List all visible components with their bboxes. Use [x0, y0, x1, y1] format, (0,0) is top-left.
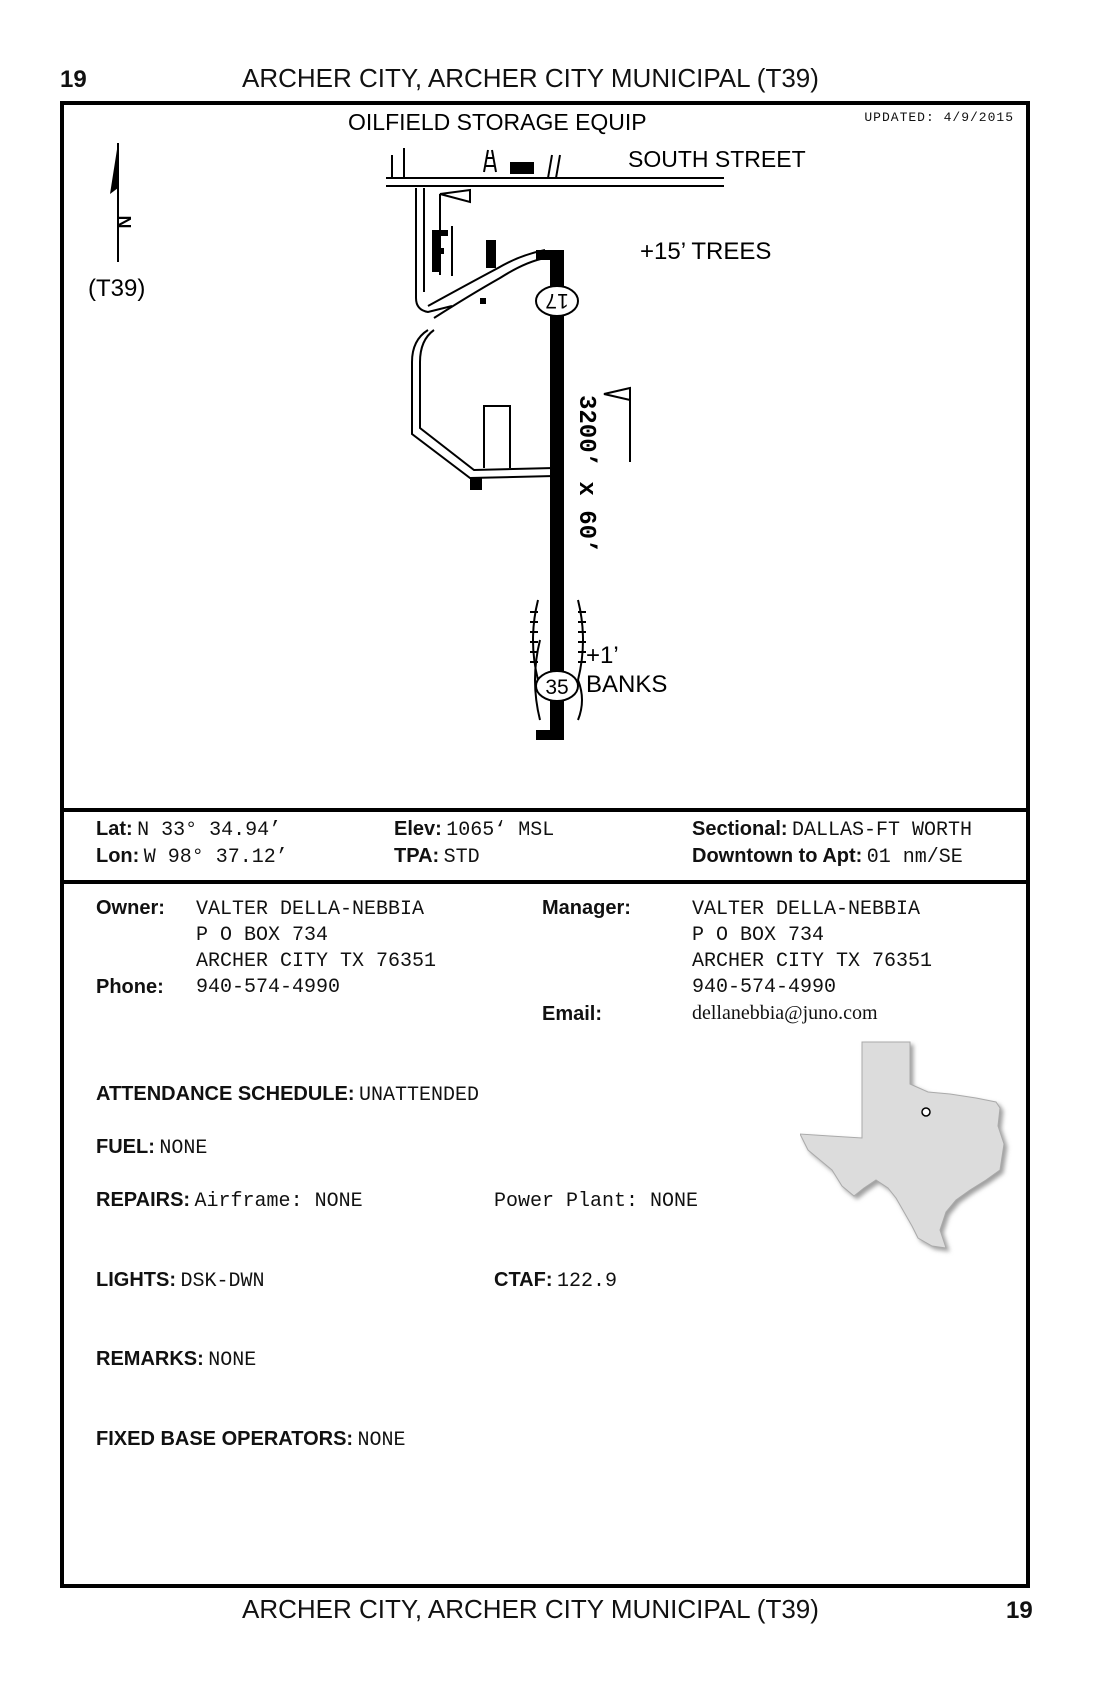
phone-label: Phone: — [96, 976, 164, 998]
sectional-value: DALLAS-FT WORTH — [792, 819, 973, 842]
lights-value: DSK-DWN — [180, 1270, 265, 1293]
lights-label: LIGHTS: — [96, 1269, 176, 1291]
banks-label: BANKS — [586, 671, 668, 698]
windsock-icon-mid — [604, 388, 630, 462]
manager-name: VALTER DELLA-NEBBIA — [692, 898, 921, 921]
fuel-value: NONE — [159, 1137, 208, 1160]
airport-diagram — [64, 105, 1026, 810]
airframe-value: Airframe: NONE — [194, 1190, 363, 1213]
attendance-row — [96, 1083, 479, 1107]
runway-17-35 — [550, 250, 564, 740]
remarks-value: NONE — [208, 1349, 257, 1372]
svg-text:35: 35 — [545, 676, 569, 699]
tpa-label: TPA: — [394, 845, 440, 867]
powerplant-value: Power Plant: NONE — [494, 1190, 699, 1213]
airport-location-marker — [922, 1108, 930, 1116]
email-label: Email: — [542, 1003, 603, 1025]
texas-map-icon — [800, 1040, 1030, 1260]
lon-value: W 98° 37.12’ — [143, 846, 288, 869]
updated-date: UPDATED: 4/9/2015 — [864, 110, 1014, 125]
ctaf-value: 122.9 — [556, 1270, 617, 1293]
ctaf-row — [494, 1269, 617, 1293]
fbo-label: FIXED BASE OPERATORS: — [96, 1428, 354, 1450]
fuel-row — [96, 1136, 207, 1160]
owner-label: Owner: — [96, 897, 165, 919]
manager-phone: 940-574-4990 — [692, 976, 837, 999]
elev-label: Elev: — [394, 818, 442, 840]
lat-value: N 33° 34.94’ — [137, 819, 282, 842]
oilfield-derrick-icon — [484, 150, 496, 172]
downtown-label: Downtown to Apt: — [692, 845, 863, 867]
owner-phone: 940-574-4990 — [196, 976, 341, 999]
manager-address1: P O BOX 734 — [692, 924, 825, 947]
tpa-row — [394, 845, 480, 869]
south-street-label: SOUTH STREET — [628, 146, 806, 172]
owner-address1: P O BOX 734 — [196, 924, 329, 947]
lat-label: Lat: — [96, 818, 133, 840]
sectional-row — [692, 818, 972, 842]
ctaf-label: CTAF: — [494, 1269, 553, 1291]
north-arrow-icon — [110, 143, 118, 262]
repairs-row — [96, 1189, 363, 1213]
fuel-label: FUEL: — [96, 1136, 155, 1158]
manager-email-link[interactable]: dellanebbia@juno.com — [692, 1002, 878, 1024]
remarks-row — [96, 1348, 256, 1372]
lights-row — [96, 1269, 264, 1293]
airport-id-label: (T39) — [88, 275, 146, 302]
downtown-value: 01 nm/SE — [866, 846, 963, 869]
remarks-label: REMARKS: — [96, 1348, 204, 1370]
lon-row — [96, 845, 288, 869]
page-title-top: ARCHER CITY, ARCHER CITY MUNICIPAL (T39) — [242, 63, 819, 93]
fbo-row — [96, 1428, 406, 1452]
trees-label: +15’ TREES — [640, 238, 772, 265]
oilfield-label: OILFIELD STORAGE EQUIP — [348, 109, 647, 135]
page-number-bottom: 19 — [1006, 1597, 1033, 1624]
owner-name: VALTER DELLA-NEBBIA — [196, 898, 425, 921]
storage-building — [510, 162, 534, 174]
runway-dimensions: 3200’ x 60’ — [572, 395, 599, 554]
svg-text:17: 17 — [545, 289, 569, 312]
manager-label: Manager: — [542, 897, 631, 919]
tpa-value: STD — [443, 846, 480, 869]
elev-value: 1065‘ MSL — [446, 819, 555, 842]
divider-location — [60, 880, 1030, 884]
owner-address2: ARCHER CITY TX 76351 — [196, 950, 437, 973]
page-title-bottom: ARCHER CITY, ARCHER CITY MUNICIPAL (T39) — [242, 1594, 819, 1624]
manager-address2: ARCHER CITY TX 76351 — [692, 950, 933, 973]
lon-label: Lon: — [96, 845, 140, 867]
attendance-label: ATTENDANCE SCHEDULE: — [96, 1083, 355, 1105]
repairs-label: REPAIRS: — [96, 1189, 191, 1211]
sectional-label: Sectional: — [692, 818, 788, 840]
banks-height-label: +1’ — [586, 642, 619, 669]
page-number-top: 19 — [60, 66, 87, 93]
fbo-value: NONE — [357, 1429, 406, 1452]
elev-row — [394, 818, 554, 842]
attendance-value: UNATTENDED — [358, 1084, 479, 1107]
lat-row — [96, 818, 281, 842]
north-arrow-label: N — [114, 215, 134, 229]
downtown-row — [692, 845, 963, 869]
